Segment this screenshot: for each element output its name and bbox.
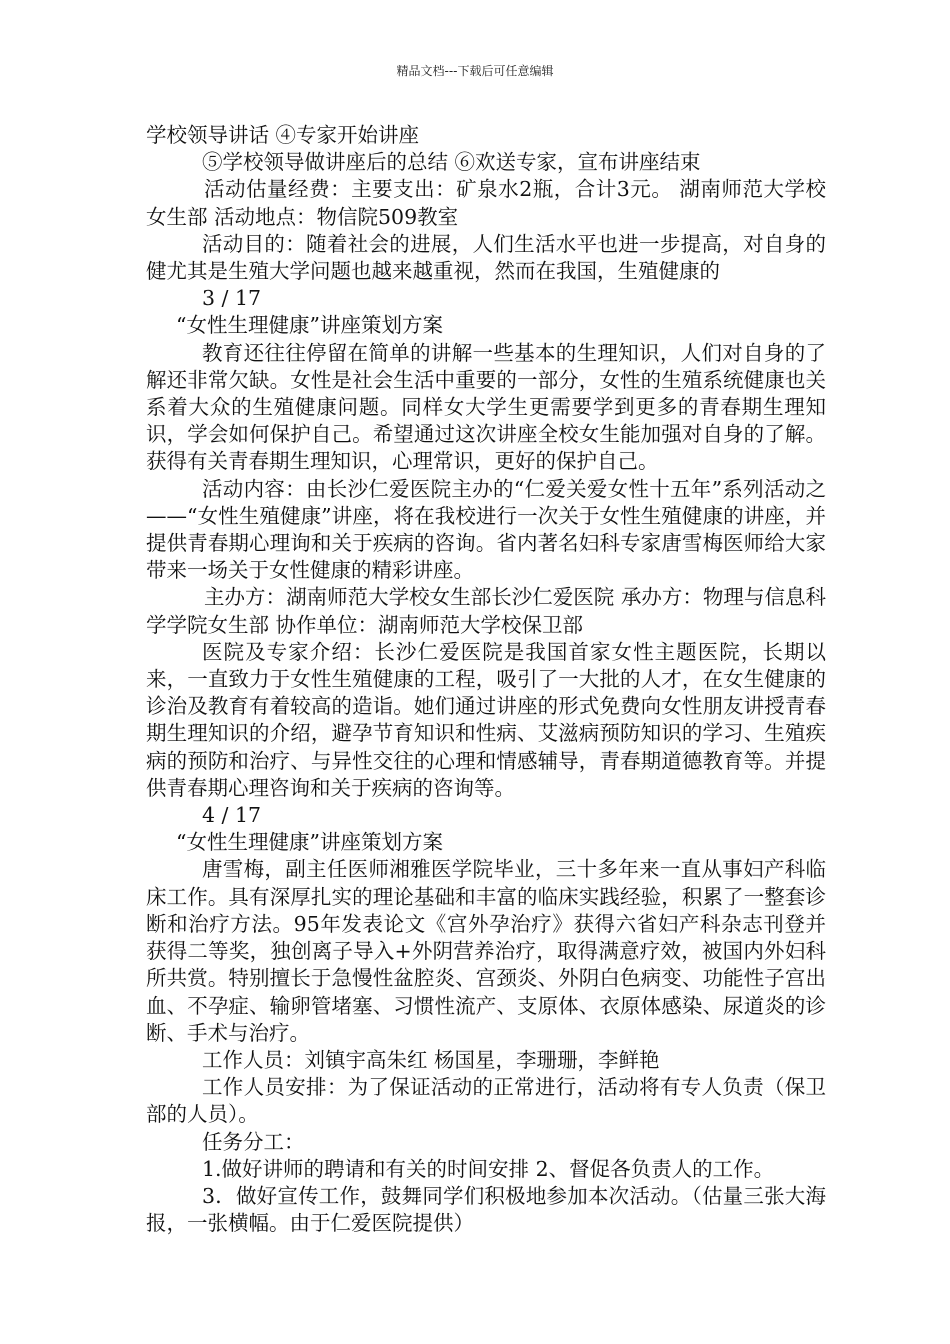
section-title: “女性生理健康”讲座策划方案: [176, 313, 443, 338]
paragraph-summary: ⑤学校领导做讲座后的总结 ⑥欢送专家，宣布讲座结束: [202, 150, 701, 175]
paragraph-organizers: 主办方：湖南师范大学校女生部长沙仁爱医院 承办方：物理与信息科学学院女生部 协作单位：湖南师范大学校保卫部: [146, 585, 826, 637]
paragraph-staff-arrangement: 工作人员安排：为了保证活动的正常进行，活动将有专人负责（保卫部的人员）。: [146, 1075, 826, 1127]
paragraph-expert: 唐雪梅，副主任医师湘雅医学院毕业，三十多年来一直从事妇产科临床工作。具有深厚扎实的理论基础和丰富的临床实践经验，积累了一整套诊断和治疗方法。95年发表论文《宫外孕治疗》获得六省妇产科杂志刊登并获得二等奖，独创离子导入+外阴营养治疗，取得满意疗效，被国内外妇科所共赏。特别擅长于急慢性盆腔炎、宫颈炎、外阴白色病变、功能性子宫出血、不孕症、输卵管堵塞、习惯性流产、支原体、衣原体感染、尿道炎的诊断、手术与治疗。: [146, 857, 826, 1045]
paragraph-budget: 活动估量经费：主要支出：矿泉水2瓶，合计3元。 湖南师范大学校女生部 活动地点：物信院509教室: [146, 177, 826, 229]
paragraph-speech: 学校领导讲话 ④专家开始讲座: [146, 123, 420, 147]
paragraph-task-heading: 任务分工：: [202, 1129, 305, 1154]
document-body: [146, 122, 826, 1237]
paragraph-staff: 工作人员：刘镇宇高朱红 杨国星，李珊珊，李鲜艳: [202, 1047, 660, 1072]
section-title: “女性生理健康”讲座策划方案: [176, 830, 443, 855]
page-number: 4 / 17: [202, 803, 262, 828]
paragraph-purpose: 活动目的：随着社会的进展，人们生活水平也进一步提高，对自身的健尤其是生殖大学问题也越来越重视，然而在我国，生殖健康的: [146, 231, 826, 284]
paragraph-task-1: 1.做好讲师的聘请和有关的时间安排 2、督促各负责人的工作。: [202, 1156, 775, 1181]
page-number: 3 / 17: [202, 286, 262, 311]
paragraph-education: 教育还往往停留在简单的讲解一些基本的生理知识，人们对自身的了解还非常欠缺。女性是社会生活中重要的一部分，女性的生殖系统健康也关系着大众的生殖健康问题。同样女大学生更需要学到更多的青春期生理知识，学会如何保护自己。希望通过这次讲座全校女生能加强对自身的了解。获得有关青春期生理知识，心理常识，更好的保护自己。: [146, 340, 826, 474]
paragraph-content: 活动内容：由长沙仁爱医院主办的“仁爱关爱女性十五年”系列活动之——“女性生殖健康”讲座，将在我校进行一次关于女性生殖健康的讲座，并提供青春期心理询和关于疾病的咨询。省内著名妇科专家唐雪梅医师给大家带来一场关于女性健康的精彩讲座。: [146, 476, 826, 583]
paragraph-hospital-intro: 医院及专家介绍：长沙仁爱医院是我国首家女性主题医院，长期以来，一直致力于女性生殖健康的工程，吸引了一大批的人才，在女生健康的诊治及教育有着较高的造诣。她们通过讲座的形式免费向女性朋友讲授青春期生理知识的介绍，避孕节育知识和性病、艾滋病预防知识的学习、生殖疾病的预防和治疗、与异性交往的心理和情感辅导，青春期道德教育等。并提供青春期心理咨询和关于疾病的咨询等。: [146, 639, 826, 800]
paragraph-task-3: 3．做好宣传工作，鼓舞同学们积极地参加本次活动。（估量三张大海报，一张横幅。由于仁爱医院提供）: [146, 1183, 826, 1236]
page-header: 精品文档---下载后可任意编辑: [396, 64, 554, 78]
